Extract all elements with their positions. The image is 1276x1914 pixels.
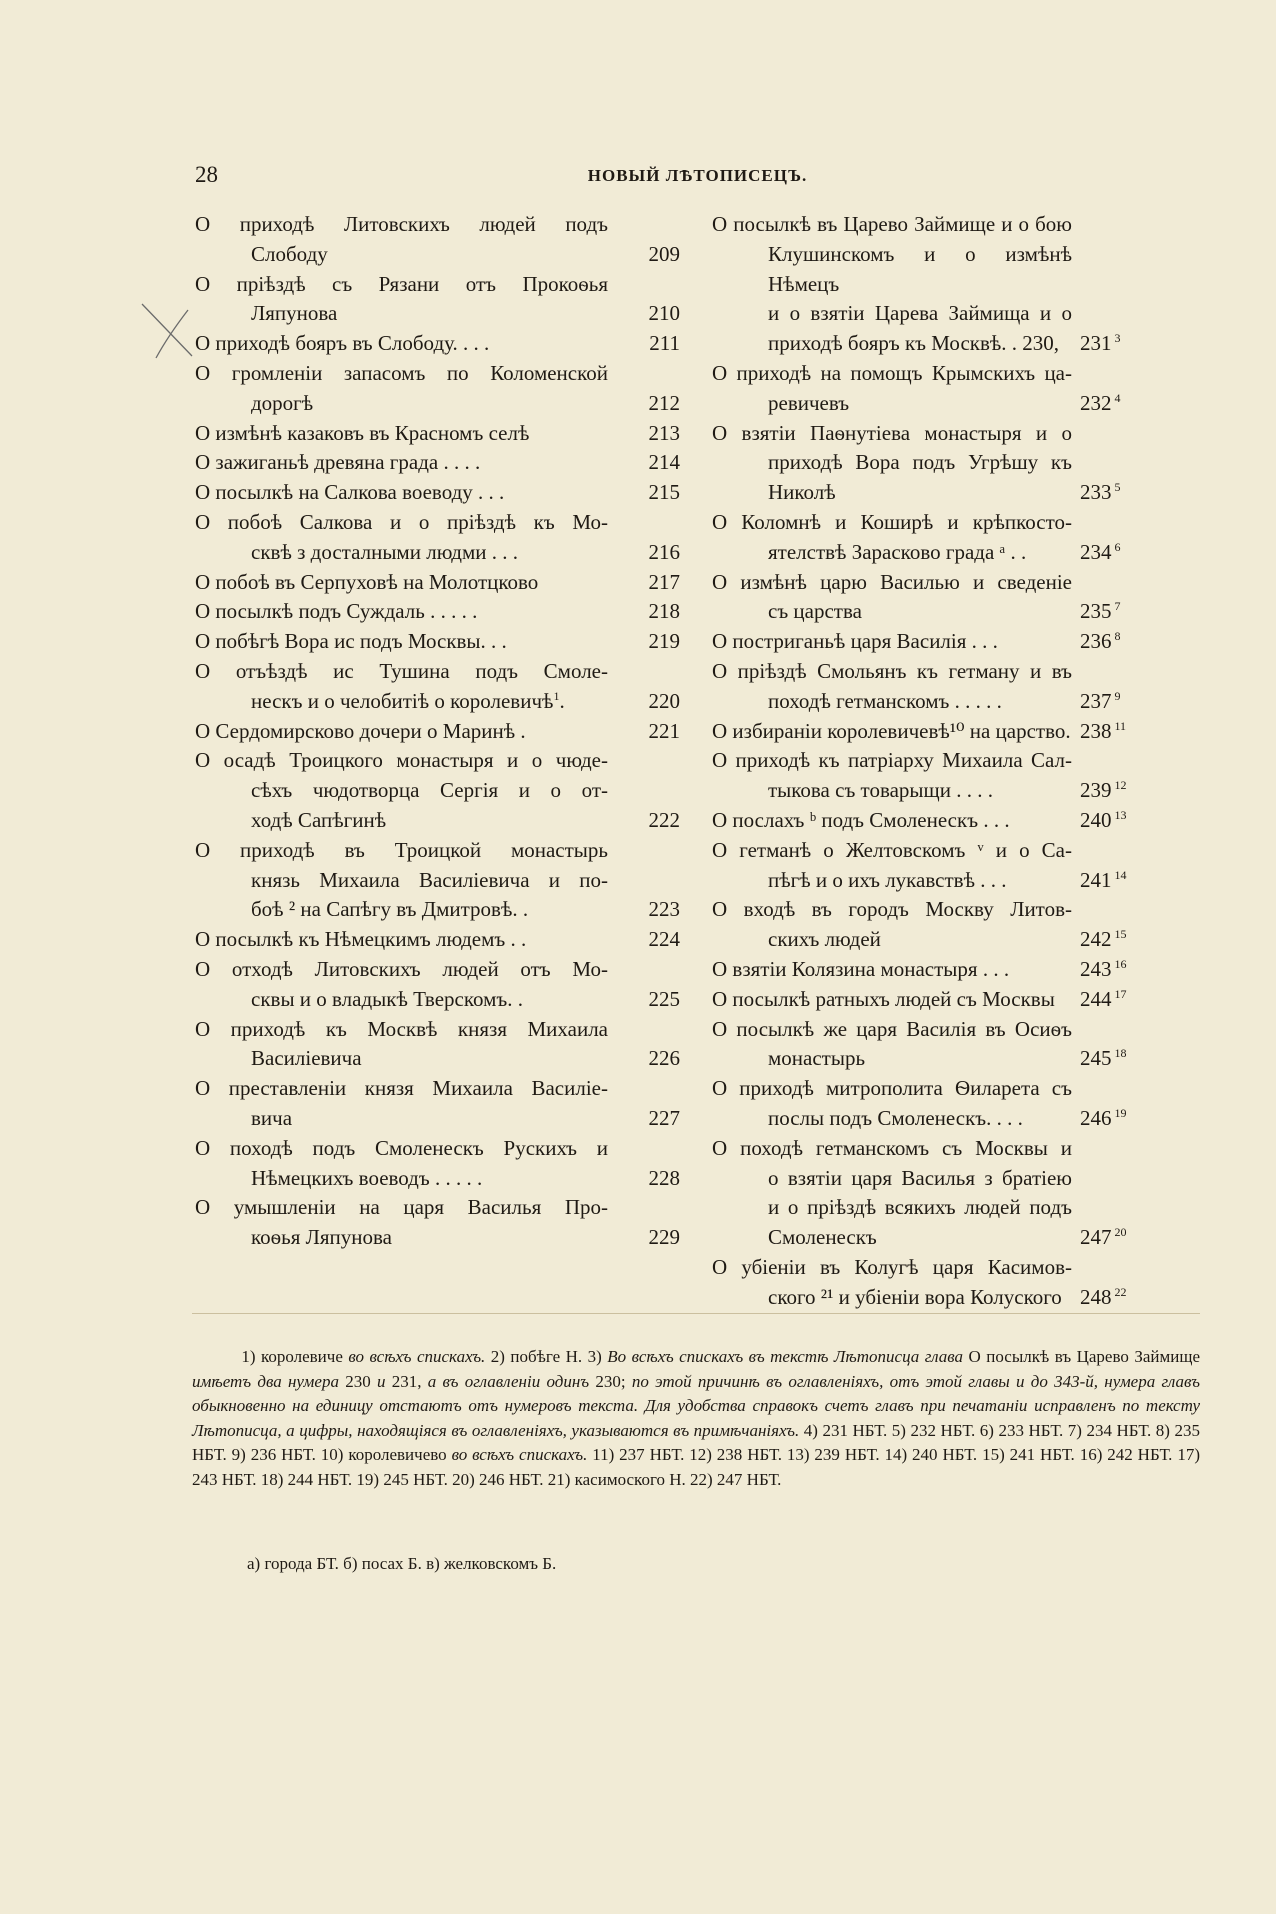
entry-title-line: О приходѣ митрополита Ѳиларета съ [712, 1076, 1072, 1101]
entry-page-number: 227 [648, 1105, 680, 1130]
entry-page-number: 248 $^{22}$ [1080, 1284, 1127, 1309]
contents-entry [712, 1074, 1144, 1134]
entry-title-line: О убіеніи въ Колугѣ царя Касимов- [712, 1254, 1072, 1279]
contents-entry [712, 1134, 1144, 1253]
entry-title-line: ского ²¹ и убіеніи вора Колуского [768, 1284, 1062, 1309]
entry-title-line: О отходѣ Литовскихъ людей отъ Мо- [195, 956, 608, 981]
entry-title-line: монастырь [768, 1046, 866, 1071]
entry-title-line: О приходѣ бояръ въ Слободу. . . . [195, 331, 490, 356]
entry-page-number: 209 [648, 241, 680, 266]
entry-page-number: 238 $^{11}$ [1080, 718, 1127, 743]
footnote-italic: имѣетъ два нумера [192, 1371, 339, 1391]
contents-entry [712, 627, 1144, 657]
footnote-text: 230; [589, 1371, 632, 1391]
entry-title-line: О приходѣ къ Москвѣ князя Михаила [195, 1016, 608, 1041]
entry-page-number: 246 $^{19}$ [1080, 1105, 1127, 1130]
entry-page-number: 231 $^3$ [1080, 331, 1121, 356]
entry-title-line: ревичевъ [768, 390, 850, 415]
entry-title-line: О пріѣздѣ Смольянъ къ гетману и въ [712, 658, 1072, 683]
entry-title-line: походѣ гетманскомъ . . . . . [768, 688, 1002, 713]
footnote-ref: 15 [1111, 927, 1127, 942]
footnote-ref: 3 [1111, 331, 1121, 346]
entry-title-line: О избираніи королевичевѣ¹⁰ на царство. [712, 718, 1071, 743]
contents-entry [712, 210, 1144, 359]
contents-entry [195, 925, 680, 955]
entry-title-line: приходѣ Вора подъ Угрѣшу къ [768, 450, 1072, 475]
entry-title-line: О посылкѣ же царя Василія въ Осиѳъ [712, 1016, 1072, 1041]
entry-page-number: 242 $^{15}$ [1080, 927, 1127, 952]
entry-title-line: О громленіи запасомъ по Коломенской [195, 360, 608, 385]
contents-column-right [712, 210, 1144, 1312]
footnote-ref: 19 [1111, 1105, 1127, 1120]
contents-entry [712, 359, 1144, 419]
entry-title-line: Нѣмецкихъ воеводъ . . . . . [251, 1165, 483, 1190]
entry-title-line: ятелствѣ Зарасково града ᵃ . . [768, 539, 1027, 564]
entry-title-line: О приходѣ въ Троицкой монастырь [195, 837, 608, 862]
entry-title-line: О приходѣ Литовскихъ людей подъ [195, 212, 608, 236]
footnotes [192, 1345, 1200, 1492]
variant-readings: а) города БТ. б) посах Б. в) желковскомъ Б. [247, 1554, 557, 1573]
entry-title-line: вича [251, 1105, 293, 1130]
entry-title-line: тыкова съ товарыщи . . . . [768, 778, 993, 803]
entry-title-line: О приходѣ къ патріарху Михаила Сал- [712, 748, 1072, 773]
entry-title-line: послы подъ Смоленескъ. . . . [768, 1105, 1023, 1130]
entry-page-number: 234 $^6$ [1080, 539, 1121, 564]
entry-title-line: боѣ ² на Сапѣгу въ Дмитровѣ. . [251, 897, 529, 922]
entry-title-line: Смоленескъ [768, 1225, 877, 1250]
contents-entry [195, 508, 680, 568]
entry-page-number: 216 [648, 539, 680, 564]
entry-page-number: 223 [648, 897, 680, 922]
entry-page-number: 226 [648, 1046, 680, 1071]
footnote-ref: 22 [1111, 1284, 1127, 1299]
contents-entry [195, 746, 680, 835]
contents-column-left [195, 210, 680, 1253]
entry-page-number: 233 $^5$ [1080, 480, 1121, 505]
entry-title-line: О взятіи Паѳнутіева монастыря и о [712, 420, 1072, 445]
footnote-ref: 8 [1111, 629, 1121, 644]
contents-entry [195, 568, 680, 598]
footnote-ref: 12 [1111, 778, 1127, 793]
contents-entry [712, 508, 1144, 568]
entry-page-number: 241 $^{14}$ [1080, 867, 1127, 892]
entry-page-number: 210 [648, 301, 680, 326]
entry-title-line: о взятіи царя Василья з братіею [768, 1165, 1072, 1190]
footnote-italic: во всѣхъ спискахъ. [348, 1347, 486, 1366]
running-title: НОВЫЙ ЛѢТОПИСЕЦЪ. [587, 166, 808, 185]
entry-title-line: О зажиганьѣ древяна града . . . . [195, 450, 481, 475]
contents-entry [195, 955, 680, 1015]
contents-entry [195, 419, 680, 449]
contents-entry [195, 448, 680, 478]
footnote-ref: 17 [1111, 986, 1127, 1001]
entry-title-line: и о пріѣздѣ всякихъ людей подъ [768, 1195, 1072, 1220]
entry-title-line: О побѣгѣ Вора ис подъ Москвы. . . [195, 629, 507, 654]
contents-entry [712, 985, 1144, 1015]
entry-page-number: 220 [648, 688, 680, 713]
footnote-text: О посылкѣ въ Царево Займище [963, 1347, 1200, 1366]
footnote-italic: по этой причинѣ въ оглавленіяхъ, отъ этой главы и до 343-й, нумера главъ обыкновенно на единицу отстаютъ отъ нумеровъ текста. Для удобства справокъ счетъ главъ при печатаніи исправленъ по тексту Лѣтописца, а цифры, находящіяся въ оглавленіяхъ, указываются въ примѣчаніяхъ. [192, 1371, 1200, 1440]
entry-page-number: 228 [648, 1165, 680, 1190]
footnote-rule [192, 1313, 1200, 1314]
entry-title-line: О преставленіи князя Михаила Василіе- [195, 1076, 608, 1101]
contents-entry [195, 836, 680, 925]
entry-title-line: О посылкѣ въ Царево Займище и о бою [712, 212, 1072, 236]
footnote-ref: 13 [1111, 807, 1127, 822]
footnote-text: 11) 237 НБТ. 12) 238 НБТ. 13) 239 НБТ. 14) 240 НБТ. 15) 241 НБТ. 16) 242 НБТ. 17) 243 НБТ. 18) 244 НБТ. 19) 245 НБТ. 20) 246 НБТ. 21) касимоского Н. 22) 247 НБТ. [192, 1445, 1200, 1489]
entry-title-line: Слободу [251, 241, 328, 266]
entry-title-line: дорогѣ [251, 390, 314, 415]
contents-entry [195, 597, 680, 627]
footnote-ref: 9 [1111, 688, 1121, 703]
entry-page-number: 247 $^{20}$ [1080, 1225, 1127, 1250]
contents-entry [712, 1253, 1144, 1313]
contents-entry [195, 270, 680, 330]
entry-page-number: 237 $^9$ [1080, 688, 1121, 713]
entry-title-line: О посылкѣ подъ Суждаль . . . . . [195, 599, 478, 624]
entry-title-line: О гетманѣ о Желтовскомъ ᵛ и о Са- [712, 837, 1072, 862]
footnote-text: 1) королевиче [241, 1347, 349, 1366]
entry-page-number: 225 [648, 986, 680, 1011]
margin-pencil-mark [138, 300, 196, 360]
entry-title-line: нескъ и о челобитіѣ о королевичѣ$^1$. [251, 688, 565, 713]
entry-page-number: 245 $^{18}$ [1080, 1046, 1127, 1071]
contents-entry [195, 329, 680, 359]
entry-page-number: 218 [648, 599, 680, 624]
contents-entry [712, 419, 1144, 508]
contents-entry [195, 1015, 680, 1075]
entry-title-line: О побоѣ въ Серпуховѣ на Молотцково [195, 569, 539, 594]
entry-page-number: 235 $^7$ [1080, 599, 1121, 624]
entry-title-line: Василіевича [251, 1046, 362, 1071]
contents-entry [712, 746, 1144, 806]
contents-entry [712, 806, 1144, 836]
entry-page-number: 232 $^4$ [1080, 390, 1121, 415]
contents-entry [712, 955, 1144, 985]
entry-title-line: О посылкѣ на Салкова воеводу . . . [195, 480, 505, 505]
contents-entry [195, 1074, 680, 1134]
footnote-ref: 18 [1111, 1046, 1127, 1061]
entry-page-number: 215 [648, 480, 680, 505]
entry-title-line: съ царства [768, 599, 862, 624]
footnote-ref: 11 [1111, 718, 1127, 733]
entry-title-line: О Сердомирсково дочери о Маринѣ . [195, 718, 526, 743]
footnote-italic: Во всѣхъ спискахъ въ текстѣ Лѣтописца глава [607, 1347, 964, 1366]
contents-entry [712, 657, 1144, 717]
contents-entry [712, 836, 1144, 896]
footnote-text: 2) побѣге Н. 3) [485, 1347, 608, 1366]
entry-title-line: О взятіи Колязина монастыря . . . [712, 956, 1010, 981]
entry-page-number: 243 $^{16}$ [1080, 956, 1127, 981]
entry-page-number: 217 [648, 569, 680, 594]
entry-title-line: и о взятіи Царева Займища и о [768, 301, 1072, 326]
entry-title-line: приходѣ бояръ къ Москвѣ. . 230, [768, 331, 1060, 356]
footnote-ref: 7 [1111, 599, 1121, 614]
entry-page-number: 244 $^{17}$ [1080, 986, 1127, 1011]
footnote-text: 4) 231 НБТ. 5) 232 НБТ. 6) 233 НБТ. 7) 234 НБТ. 8) 235 НБТ. 9) 236 НБТ. 10) королевичево [192, 1420, 1201, 1464]
entry-title-line: О измѣнѣ казаковъ въ Красномъ селѣ [195, 420, 530, 445]
contents-entry [195, 210, 680, 270]
entry-title-line: ходѣ Сапѣгинѣ [251, 807, 387, 832]
entry-page-number: 240 $^{13}$ [1080, 807, 1127, 832]
entry-title-line: О посылкѣ къ Нѣмецкимъ людемъ . . [195, 927, 527, 952]
footnote-italic: во всѣхъ спискахъ. [451, 1445, 588, 1464]
entry-title-line: сѣхъ чюдотворца Сергія и о от- [251, 778, 608, 803]
footnote-ref: 20 [1111, 1225, 1127, 1240]
entry-title-line: О послахъ ᵇ подъ Смоленескъ . . . [712, 807, 1010, 832]
entry-page-number: 213 [648, 420, 680, 445]
entry-title-line: сквы и о владыкѣ Тверскомъ. . [251, 986, 523, 1011]
contents-entry [195, 657, 680, 717]
entry-title-line: О пріѣздѣ съ Рязани отъ Прокоѳья [195, 271, 608, 296]
footnote-ref: 16 [1111, 956, 1127, 971]
entry-title-line: пѣгѣ и о ихъ лукавствѣ . . . [768, 867, 1007, 892]
page-header [195, 162, 1200, 192]
footnote-ref: 6 [1111, 539, 1121, 554]
entry-page-number: 214 [648, 450, 680, 475]
entry-title-line: О походѣ гетманскомъ съ Москвы и [712, 1135, 1072, 1160]
entry-page-number: 239 $^{12}$ [1080, 778, 1127, 803]
page-number: 28 [195, 162, 218, 187]
footnote-ref: 5 [1111, 480, 1121, 495]
contents-entry [712, 717, 1144, 747]
footnote-italic: а въ оглавленіи одинъ [427, 1371, 590, 1391]
contents-entry [712, 568, 1144, 628]
entry-title-line: Клушинскомъ и о измѣнѣ Нѣмецъ [768, 241, 1072, 296]
entry-title-line: О побоѣ Салкова и о пріѣздѣ къ Мо- [195, 509, 608, 534]
entry-title-line: О осадѣ Троицкого монастыря и о чюде- [195, 748, 608, 773]
contents-entry [712, 895, 1144, 955]
entry-title-line: скихъ людей [768, 927, 881, 952]
entry-page-number: 229 [648, 1225, 680, 1250]
footnote-ref: 14 [1111, 867, 1127, 882]
entry-title-line: О посылкѣ ратныхъ людей съ Москвы [712, 986, 1055, 1011]
entry-title-line: князь Михаила Василіевича и по- [251, 867, 608, 892]
contents-entry [195, 359, 680, 419]
entry-title-line: О входѣ въ городъ Москву Литов- [712, 897, 1072, 922]
contents-entry [195, 627, 680, 657]
footnote-ref: 1 [553, 688, 560, 703]
entry-title-line: О отъѣздѣ ис Тушина подъ Смоле- [195, 658, 608, 683]
entry-title-line: сквѣ з досталными людми . . . [251, 539, 519, 564]
entry-title-line: О походѣ подъ Смоленескъ Рускихъ и [195, 1135, 608, 1160]
contents-entry [712, 1015, 1144, 1075]
entry-title-line: Николѣ [768, 480, 836, 505]
footnote-ref: 4 [1111, 390, 1121, 405]
contents-entry [195, 478, 680, 508]
entry-title-line: О умышленіи на царя Василья Про- [195, 1195, 608, 1220]
entry-title-line: Ляпунова [251, 301, 338, 326]
entry-page-number: 219 [648, 629, 680, 654]
entry-title-line: О приходѣ на помощъ Крымскихъ ца- [712, 360, 1072, 385]
entry-page-number: 236 $^8$ [1080, 629, 1121, 654]
footnote-text: 231, [385, 1371, 428, 1391]
footnote-text: 230 [338, 1371, 377, 1391]
footnote-italic: и [376, 1371, 386, 1391]
entry-page-number: 212 [648, 390, 680, 415]
entry-title-line: О Коломнѣ и Коширѣ и крѣпкосто- [712, 509, 1072, 534]
entry-page-number: 224 [648, 927, 680, 952]
contents-entry [195, 1134, 680, 1194]
entry-page-number: 222 [648, 807, 680, 832]
entry-title-line: О измѣнѣ царю Василью и сведеніе [712, 569, 1072, 594]
entry-page-number: 221 [648, 718, 680, 743]
entry-title-line: О постриганьѣ царя Василія . . . [712, 629, 998, 654]
contents-entry [195, 1193, 680, 1253]
entry-title-line: коѳья Ляпунова [251, 1225, 392, 1250]
contents-entry [195, 717, 680, 747]
entry-page-number: 211 [649, 331, 680, 356]
